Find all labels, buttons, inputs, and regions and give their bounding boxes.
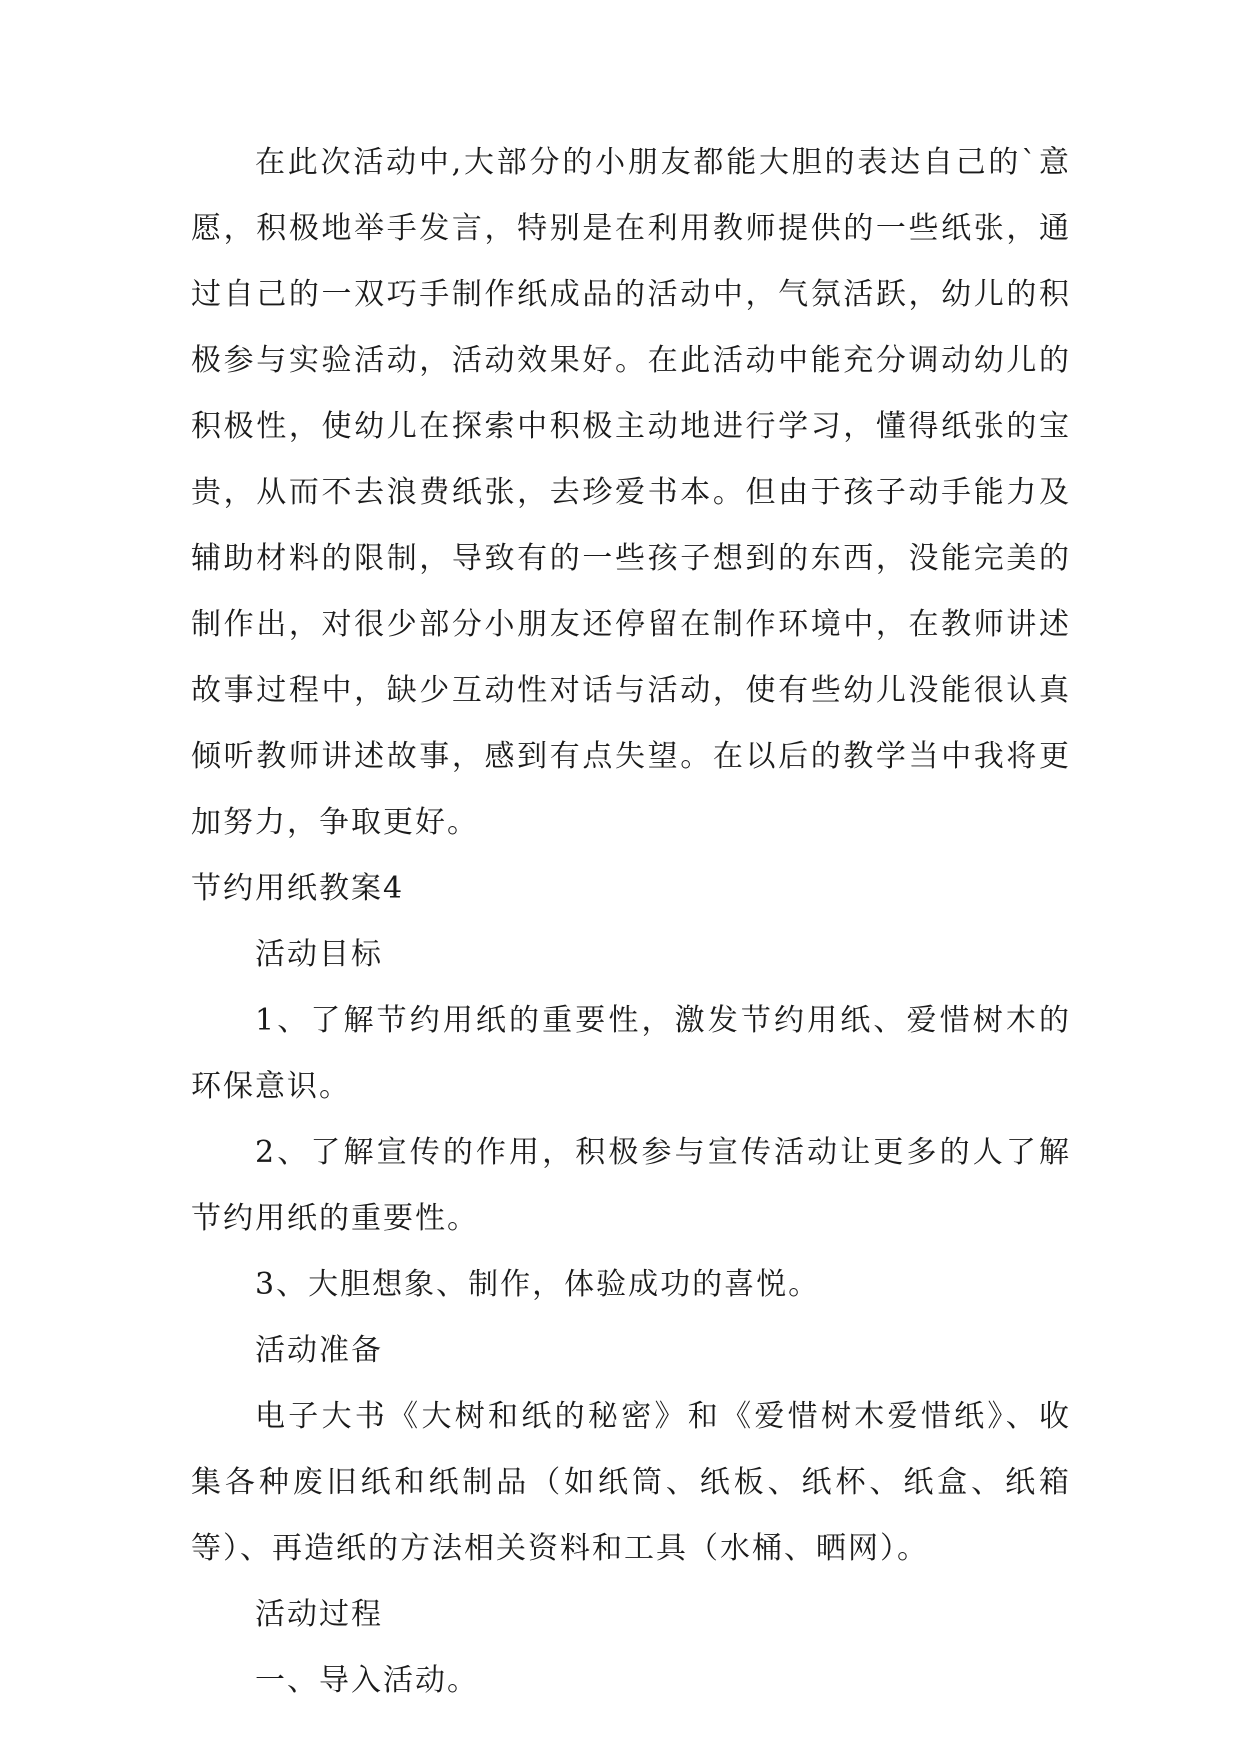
section-heading: 节约用纸教案4 — [191, 871, 405, 906]
paragraph-reflection: 在此次活动中,大部分的小朋友都能大胆的表达自己的`意愿，积极地举手发言，特别是在利用教师提供的一些纸张，通过自己的一双巧手制作纸成品的活动中，气氛活跃，幼儿的积极参与实验活动，活动效果好。在此活动中能充分调动幼儿的积极性，使幼儿在探索中积极主动地进行学习，懂得纸张的宝贵，从而不去浪费纸张，去珍爱书本。但由于孩子动手能力及辅助材料的限制，导致有的一些孩子想到的东西，没能完美的制作出，对很少部分小朋友还停留在制作环境中，在教师讲述故事过程中，缺少互动性对话与活动，使有些幼儿没能很认真倾听教师讲述故事，感到有点失望。在以后的教学当中我将更加努力，争取更好。 — [191, 145, 1071, 840]
subheading-activity-goals: 活动目标 — [255, 937, 383, 972]
process-step-1: 一、导入活动。 — [255, 1663, 479, 1698]
preparation-paragraph: 电子大书《大树和纸的秘密》和《爱惜树木爱惜纸》、收集各种废旧纸和纸制品（如纸筒、纸板、纸杯、纸盒、纸箱等）、再造纸的方法相关资料和工具（水桶、晒网）。 — [191, 1399, 1071, 1566]
goal-item-2: 2、了解宣传的作用，积极参与宣传活动让更多的人了解节约用纸的重要性。 — [191, 1135, 1071, 1236]
document-page — [191, 130, 1071, 1714]
goal-item-1: 1、了解节约用纸的重要性，激发节约用纸、爱惜树木的环保意识。 — [191, 1003, 1071, 1104]
goal-item-3: 3、大胆想象、制作，体验成功的喜悦。 — [255, 1267, 821, 1302]
subheading-activity-preparation: 活动准备 — [255, 1333, 383, 1368]
subheading-activity-process: 活动过程 — [255, 1597, 383, 1632]
